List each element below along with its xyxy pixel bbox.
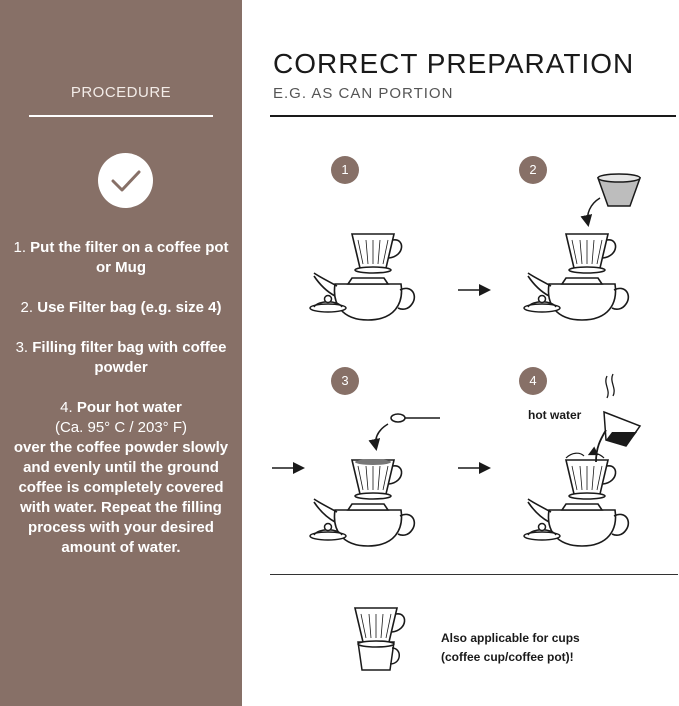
step-4-illustration xyxy=(524,374,640,546)
cup-with-dripper-illustration xyxy=(355,608,405,670)
step-number: 1. xyxy=(13,239,26,256)
cups-note xyxy=(441,629,580,667)
step-number: 4. xyxy=(60,399,73,416)
step-2-illustration xyxy=(524,174,640,320)
step-text: Use Filter bag (e.g. size 4) xyxy=(37,299,222,316)
step-text: Put the filter on a coffee pot or Mug xyxy=(30,239,229,276)
step-number: 2. xyxy=(20,299,34,316)
step-text: Pour hot water xyxy=(76,399,182,416)
step-1-illustration xyxy=(310,234,414,320)
step-badge-2: 2 xyxy=(519,156,547,184)
step-badge-4: 4 xyxy=(519,367,547,395)
step-text: Filling filter bag with coffee powder xyxy=(32,339,227,376)
page-title: CORRECT PREPARATION xyxy=(273,48,635,79)
step-temperature: (Ca. 95° C / 203° F) xyxy=(54,419,188,436)
step-detail: over the coffee powder slowly and evenly until the ground coffee is completely covered with water. Repeat the filling process with your desired amount of water. xyxy=(13,439,229,556)
page-subtitle: E.G. AS CAN PORTION xyxy=(273,85,454,102)
step-number: 3. xyxy=(15,339,29,356)
cups-note-line-2: (coffee cup/coffee pot)! xyxy=(441,650,574,664)
step-3-illustration xyxy=(310,414,440,546)
footer-divider xyxy=(270,574,678,575)
cups-note-line-1: Also applicable for cups xyxy=(441,631,580,645)
procedure-title: PROCEDURE xyxy=(70,84,172,101)
step-badge-1: 1 xyxy=(331,156,359,184)
hot-water-label: hot water xyxy=(528,408,582,422)
step-badge-3: 3 xyxy=(331,367,359,395)
